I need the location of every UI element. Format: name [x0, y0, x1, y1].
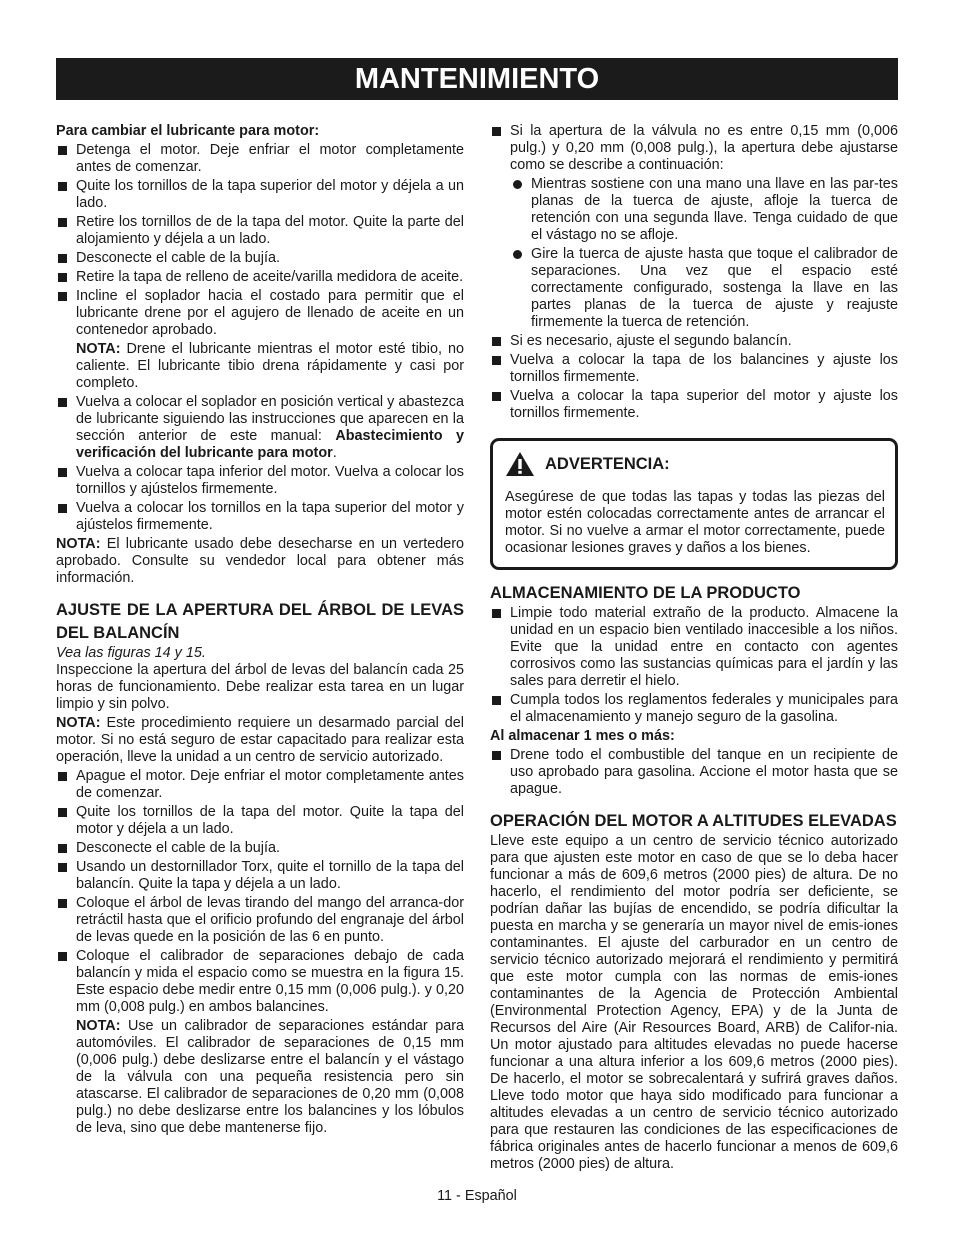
note-text: Este procedimiento requiere un desarmado parcial del motor. Si no está seguro de estar capacitado para realizar esta operación, lleve la unidad a un centro de servicio autorizado. [56, 715, 464, 765]
list-item: Retire los tornillos de de la tapa del motor. Quite la parte del alojamiento y déjela a un lado. [56, 214, 464, 248]
list-item-refill [56, 394, 464, 462]
note-label: NOTA: [56, 715, 101, 731]
list-item: Incline el soplador hacia el costado para permitir que el lubricante drene por el agujero de llenado de aceite en un contenedor aprobado. [56, 288, 464, 339]
refill-section-ref: Abastecimiento y verificación del lubricante para motor [76, 428, 464, 461]
valve-note [56, 715, 464, 766]
list-item: Detenga el motor. Deje enfriar el motor completamente antes de comenzar. [56, 142, 464, 176]
valve-intro: Inspeccione la apertura del árbol de levas del balancín cada 25 horas de funcionamiento. Debe realizar esta tarea en un lugar limpio y sin polvo. [56, 662, 464, 712]
note-label: NOTA: [56, 536, 101, 552]
lube-steps-list [56, 142, 464, 339]
list-item: Quite los tornillos de la tapa del motor. Quite la tapa del motor y déjela a un lado. [56, 804, 464, 838]
valve-heading: AJUSTE DE LA APERTURA DEL ÁRBOL DE LEVAS DEL BALANCÍN [56, 601, 464, 642]
note-label: NOTA: [76, 1018, 121, 1034]
warning-text: Asegúrese de que todas las tapas y todas las piezas del motor estén colocadas correctamente antes de arrancar el motor. Si no vuelve a armar el motor correctamente, puede ocasionar lesiones graves y daños a los bienes. [505, 489, 885, 556]
warning-triangle-icon [505, 451, 535, 477]
altitude-text: Lleve este equipo a un centro de servicio técnico autorizado para que ajusten este motor en caso de que se lo deba hacer funcionar a más de 609,6 metros (2000 pies) de altura. De no hacerlo, el rendimiento del motor podría ser deficiente, se podrían dañar las bujías de encendido, se podría dificultar la puesta en marcha y se generaría un mayor nivel de emis-iones contaminantes. El ajuste del carburador en un centro de servicio técnico autorizado mejorará el rendimiento y permitirá que este motor cumpla con las normas de emis-iones contaminantes de la Agencia de Protección Ambiental (Environmental Protection Agency, EPA) y de la Junta de Recursos del Aire (Air Resources Board, ARB) de Califor-nia. Un motor ajustado para altitudes elevadas no puede hacerse funcionar a una altura inferior a los 609,6 metros (2000 pies). De hacerlo, el motor se sobrecalentará y sufrirá graves daños. Lleve todo motor que haya sido modificado para funcionar a altitudes elevadas a un centro de servicio técnico autorizado para que restauren las condiciones de las especificaciones de fábrica originales antes de hacerlo funcionar a menos de 609,6 metros (2000 pies) de altura. [490, 833, 898, 1172]
gauge-note [56, 1018, 464, 1137]
note-text: El lubricante usado debe desecharse en un vertedero aprobado. Consulte su vendedor local para obtener más información. [56, 536, 464, 586]
page-footer: 11 - Español [437, 1188, 517, 1204]
left-column [56, 123, 464, 1137]
warning-box [490, 438, 898, 570]
valve-figure-ref: Vea las figuras 14 y 15. [56, 645, 206, 661]
list-item: Coloque el calibrador de separaciones debajo de cada balancín y mida el espacio como se muestra en la figura 15. Este espacio debe medir entre 0,15 mm (0,006 pulg.). y 0,20 mm (0,008 pulg.) en ambos balancines. [56, 948, 464, 1016]
storage-month-list [490, 747, 898, 798]
valve-steps-list [56, 768, 464, 1016]
note-text: Drene el lubricante mientras el motor esté tibio, no caliente. El lubricante tibio drena rápidamente y casi por completo. [76, 341, 464, 391]
list-item: Vuelva a colocar la tapa de los balancines y ajuste los tornillos firmemente. [490, 352, 898, 386]
list-item: Vuelva a colocar la tapa superior del motor y ajuste los tornillos firmemente. [490, 388, 898, 422]
list-item: Desconecte el cable de la bujía. [56, 840, 464, 857]
list-item: Limpie todo material extraño de la producto. Almacene la unidad en un espacio bien ventilado inaccesible a los niños. Evite que la unidad entre en contacto con agentes corrosivos como las sustancias químicas para el jardín y las sales para derretir el hielo. [490, 605, 898, 690]
altitude-heading: OPERACIÓN DEL MOTOR A ALTITUDES ELEVADAS [490, 812, 897, 830]
list-item: Desconecte el cable de la bujía. [56, 250, 464, 267]
list-item: Cumpla todos los reglamentos federales y municipales para el almacenamiento y manejo seguro de la gasolina. [490, 692, 898, 726]
list-item: Si la apertura de la válvula no es entre 0,15 mm (0,006 pulg.) y 0,20 mm (0,008 pulg.), la apertura debe ajustarse como se describe a continuación: [490, 123, 898, 174]
refill-end: . [332, 445, 337, 461]
storage-month-heading: Al almacenar 1 mes o más: [490, 728, 675, 744]
list-item: Vuelva a colocar tapa inferior del motor. Vuelva a colocar los tornillos y ajústelos firmemente. [56, 464, 464, 498]
list-item: Coloque el árbol de levas tirando del mango del arranca-dor retráctil hasta que el orificio profundo del engranaje del árbol de levas quede en la posición de las 6 en punto. [56, 895, 464, 946]
storage-steps-list [490, 605, 898, 726]
right-column [490, 123, 898, 1173]
list-item: Apague el motor. Deje enfriar el motor completamente antes de comenzar. [56, 768, 464, 802]
warning-header [505, 451, 885, 477]
list-item: Drene todo el combustible del tanque en un recipiente de uso aprobado para gasolina. Accione el motor hasta que se apague. [490, 747, 898, 798]
list-item: Quite los tornillos de la tapa superior del motor y déjela a un lado. [56, 178, 464, 212]
sub-list-item: Mientras sostiene con una mano una llave en las par-tes planas de la tuerca de ajuste, afloje la tuerca de retención con una segunda llave. Tenga cuidado de que el vástago no se afloje. [490, 176, 898, 244]
warning-title: ADVERTENCIA: [545, 454, 670, 473]
sub-list-item: Gire la tuerca de ajuste hasta que toque el calibrador de separaciones. Una vez que el espacio esté correctamente configurado, sostenga la llave en las partes planas de la tuerca de ajuste y reajuste firmemente la tuerca de retención. [490, 246, 898, 331]
list-item: Usando un destornillador Torx, quite el tornillo de la tapa del balancín. Quite la tapa y déjela a un lado. [56, 859, 464, 893]
refill-text: Vuelva a colocar el soplador en posición vertical y abastezca de lubricante siguiendo las instrucciones que aparecen en la sección anterior de este manual: [76, 394, 464, 444]
refill-steps-list [56, 394, 464, 534]
list-item: Retire la tapa de relleno de aceite/varilla medidora de aceite. [56, 269, 464, 286]
note-text: Use un calibrador de separaciones estándar para automóviles. El calibrador de separaciones de 0,15 mm (0,006 pulg.) debe deslizarse entre el balancín y el vástago de la válvula con una pequeña resistencia pero sin atascarse. El calibrador de separaciones de 0,20 mm (0,008 pulg.) no debe deslizarse entre los balancines y los lóbulos de leva, sino que debe mantenerse fijo. [76, 1018, 464, 1136]
disposal-note [56, 536, 464, 587]
note-label: NOTA: [76, 341, 121, 357]
lube-heading: Para cambiar el lubricante para motor: [56, 123, 320, 139]
storage-heading: ALMACENAMIENTO DE LA PRODUCTO [490, 584, 801, 602]
lube-note [56, 341, 464, 392]
list-item: Si es necesario, ajuste el segundo balancín. [490, 333, 898, 350]
list-item: Vuelva a colocar los tornillos en la tapa superior del motor y ajústelos firmemente. [56, 500, 464, 534]
adjust-steps-list [490, 123, 898, 422]
page-title: MANTENIMIENTO [56, 58, 898, 100]
